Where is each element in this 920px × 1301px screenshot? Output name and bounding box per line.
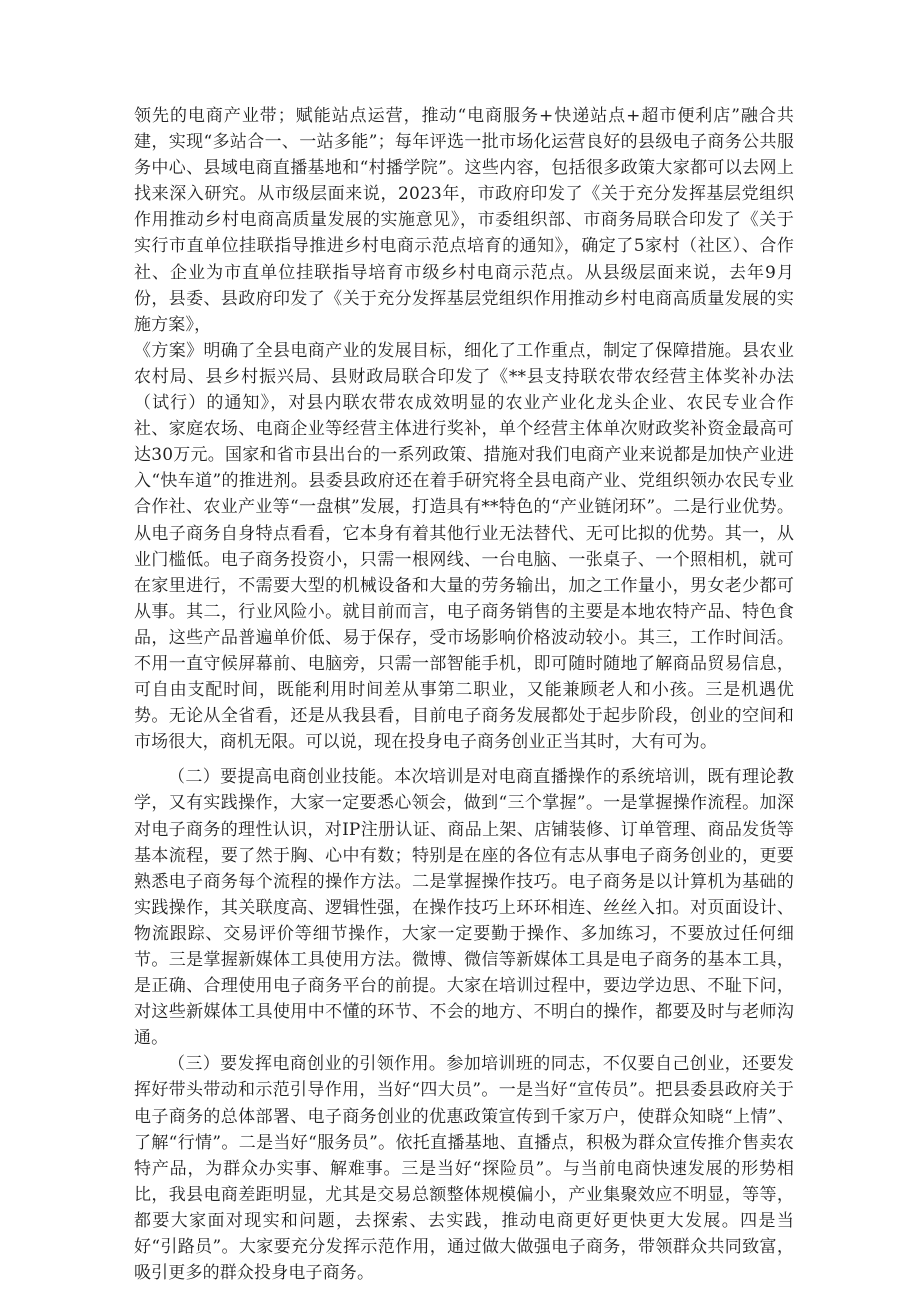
paragraph-plan-and-advantages: 《方案》明确了全县电商产业的发展目标，细化了工作重点，制定了保障措施。县农业农村局、县乡村振兴局、县财政局联合印发了《**县支持联农带农经营主体奖补办法（试行）的通知》，对县内联农带农成效明显的农业产业化龙头企业、农民专业合作社、家庭农场、电商企业等经营主体进行奖补，单个经营主体单次财政奖补资金最高可达30万元。国家和省市县出台的一系列政策、措施对我们电商产业来说都是加快产业进入“快车道”的推进剂。县委县政府还在着手研究将全县电商产业、党组织领办农民专业合作社、农业产业等“一盘棋”发展，打造具有**特色的“产业链闭环”。二是行业优势。从电子商务自身特点看看，它本身有着其他行业无法替代、无可比拟的优势。其一，从业门槛低。电子商务投资小，只需一根网线、一台电脑、一张桌子、一个照相机，就可在家里进行，不需要大型的机械设备和大量的劳务输出，加之工作量小，男女老少都可从事。其二，行业风险小。就目前而言，电子商务销售的主要是本地农特产品、特色食品，这些产品普遍单价低、易于保存，受市场影响价格波动较小。其三，工作时间活。不用一直守候屏幕前、电脑旁，只需一部智能手机，即可随时随地了解商品贸易信息，可自由支配时间，既能利用时间差从事第二职业，又能兼顾老人和小孩。三是机遇优势。无论从全省看，还是从我县看，目前电子商务发展都处于起步阶段，创业的空间和市场很大，商机无限。可以说，现在投身电子商务创业正当其时，大有可为。: [134, 340, 794, 753]
paragraph-section-three-leading-role: （三）要发挥电商创业的引领作用。参加培训班的同志，不仅要自己创业，还要发挥好带头带动和示范引导作用，当好“四大员”。一是当好“宣传员”。把县委县政府关于电子商务的总体部署、电子商务创业的优惠政策宣传到千家万户，使群众知晓“上情”、了解“行情”。二是当好“服务员”。依托直播基地、直播点，积极为群众宣传推介售卖农特产品，为群众办实事、解难事。三是当好“探险员”。与当前电商快速发展的形势相比，我县电商差距明显，尤其是交易总额整体规模偏小，产业集聚效应不明显，等等，都要大家面对现实和问题，去探索、去实践，推动电商更好更快更大发展。四是当好“引路员”。大家要充分发挥示范作用，通过做大做强电子商务，带领群众共同致富，吸引更多的群众投身电子商务。: [134, 1054, 794, 1284]
document-body: [134, 103, 794, 1286]
paragraph-section-two-skills: （二）要提高电商创业技能。本次培训是对电商直播操作的系统培训，既有理论教学，又有实践操作，大家一定要悉心领会，做到“三个掌握”。一是掌握操作流程。加深对电子商务的理性认识，对IP注册认证、商品上架、店铺装修、订单管理、商品发货等基本流程，要了然于胸、心中有数；特别是在座的各位有志从事电子商务创业的，更要熟悉电子商务每个流程的操作方法。二是掌握操作技巧。电子商务是以计算机为基础的实践操作，其关联度高、逻辑性强，在操作技巧上环环相连、丝丝入扣。对页面设计、物流跟踪、交易评价等细节操作，大家一定要勤于操作、多加练习，不要放过任何细节。三是掌握新媒体工具使用方法。微博、微信等新媒体工具是电子商务的基本工具，是正确、合理使用电子商务平台的前提。大家在培训过程中，要边学边思、不耻下问，对这些新媒体工具使用中不懂的环节、不会的地方、不明白的操作，都要及时与老师沟通。: [134, 767, 794, 1049]
paragraph-policy-levels: 领先的电商产业带；赋能站点运营，推动“电商服务+快递站点+超市便利店”融合共建，实现“多站合一、一站多能”；每年评选一批市场化运营良好的县级电子商务公共服务中心、县域电商直播基地和“村播学院”。这些内容，包括很多政策大家都可以去网上找来深入研究。从市级层面来说，2023年，市政府印发了《关于充分发挥基层党组织作用推动乡村电商高质量发展的实施意见》，市委组织部、市商务局联合印发了《关于实行市直单位挂联指导推进乡村电商示范点培育的通知》，确定了5家村（社区）、合作社、企业为市直单位挂联指导培育市级乡村电商示范点。从县级层面来说，去年9月份，县委、县政府印发了《关于充分发挥基层党组织作用推动乡村电商高质量发展的实施方案》，: [134, 106, 794, 335]
